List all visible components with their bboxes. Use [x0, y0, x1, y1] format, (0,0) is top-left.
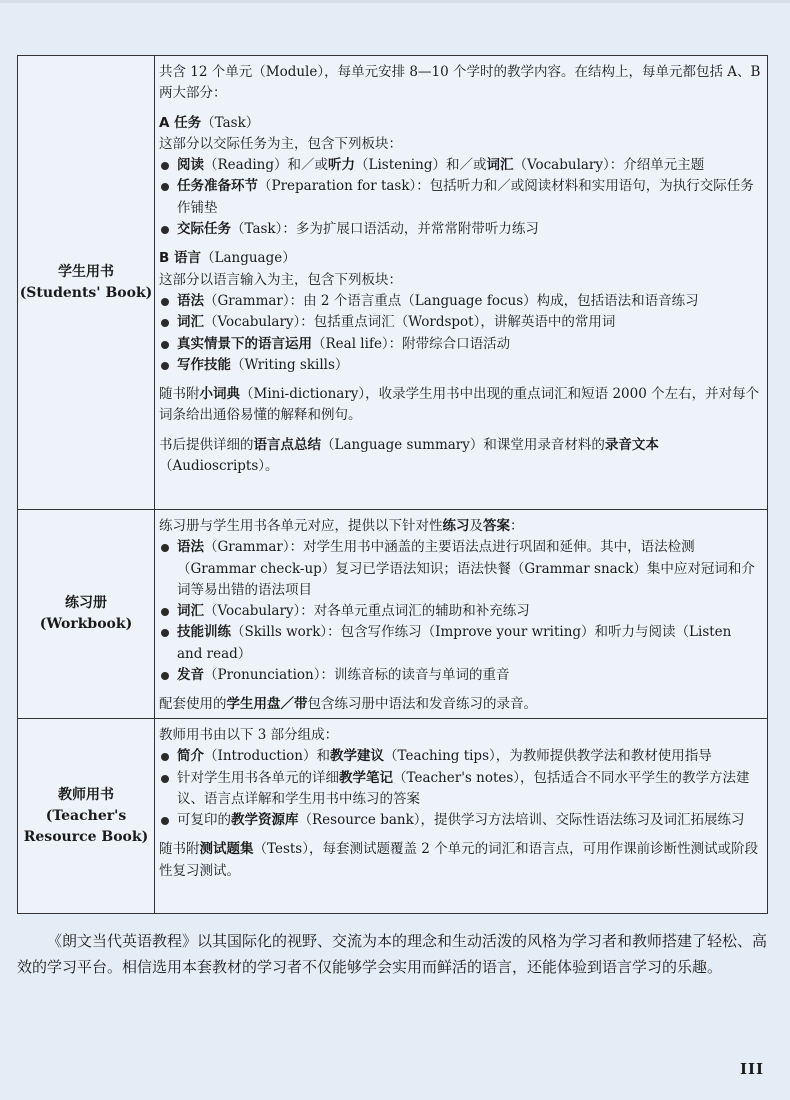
list-item: 发音（Pronunciation）：训练音标的读音与单词的重音 [159, 665, 761, 686]
dictionary-note: 随书附小词典（Mini-dictionary），收录学生用书中出现的重点词汇和短语 2000 个左右，并对每个词条给出通俗易懂的解释和例句。 [159, 386, 760, 424]
closing-paragraph: 《朗文当代英语教程》以其国际化的视野、交流为本的理念和生动活泼的风格为学习者和教师搭建了轻松、高效的学习平台。相信选用本套教材的学习者不仅能够学会实用而鲜活的语言，还能体验到语言学习的乐趣。 [17, 932, 768, 976]
materials-table [17, 55, 768, 914]
workbook-intro: 练习册与学生用书各单元对应，提供以下针对性练习及答案： [159, 518, 524, 534]
teachers-list [159, 746, 761, 831]
list-item: 真实情景下的语言运用（Real life）：附带综合口语活动 [159, 334, 761, 355]
label-students-book [18, 56, 155, 509]
summary-note: 书后提供详细的语言点总结（Language summary）和课堂用录音材料的录音文本（Audioscripts）。 [159, 436, 659, 475]
label-en: (Students' Book) [19, 284, 153, 301]
list-item: 简介（Introduction）和教学建议（Teaching tips），为教师提供教学法和教材使用指导 [159, 746, 761, 767]
label-en: (Teacher's [45, 807, 127, 824]
page-number: III [739, 1060, 764, 1078]
language-intro: 这部分以语言输入为主，包含下列板块： [159, 271, 402, 288]
top-strip [0, 0, 790, 3]
content-workbook [155, 510, 767, 718]
task-list [159, 155, 761, 240]
teachers-intro: 教师用书由以下 3 部分组成： [159, 727, 339, 743]
row-workbook [18, 510, 767, 719]
label-zh: 学生用书 [58, 263, 114, 280]
list-item: 技能训练（Skills work）：包含写作练习（Improve your writing）和听力与阅读（Listen and read） [159, 622, 761, 665]
audio-note: 配套使用的学生用盘／带包含练习册中语法和发音练习的录音。 [159, 696, 537, 713]
content-teachers-book [155, 719, 767, 913]
section-heading-language: B 语言（Language） [159, 250, 296, 267]
label-workbook [18, 510, 155, 718]
list-item: 语法（Grammar）：由 2 个语言重点（Language focus）构成，包括语法和语音练习 [159, 291, 761, 312]
list-item: 针对学生用书各单元的详细教学笔记（Teacher's notes），包括适合不同水平学生的教学方法建议、语言点详解和学生用书中练习的答案 [159, 768, 761, 811]
label-en: (Workbook) [39, 616, 133, 632]
label-teachers-book [18, 719, 155, 913]
language-list [159, 291, 761, 376]
list-item: 任务准备环节（Preparation for task）：包括听力和／或阅读材料和实用语句，为执行交际任务作铺垫 [159, 176, 761, 219]
list-item: 可复印的教学资源库（Resource bank），提供学习方法培训、交际性语法练习及词汇拓展练习 [159, 810, 761, 831]
list-item: 词汇（Vocabulary）：包括重点词汇（Wordspot），讲解英语中的常用词 [159, 312, 761, 333]
row-students-book [18, 56, 767, 510]
label-en: Resource Book) [23, 828, 149, 845]
tests-note: 随书附测试题集（Tests），每套测试题覆盖 2 个单元的词汇和语言点，可用作课前诊断性测试或阶段性复习测试。 [159, 841, 759, 879]
label-zh: 教师用书 [58, 786, 114, 803]
workbook-list [159, 537, 761, 686]
row-teachers-book [18, 719, 767, 913]
list-item: 词汇（Vocabulary）：对各单元重点词汇的辅助和补充练习 [159, 601, 761, 622]
list-item: 阅读（Reading）和／或听力（Listening）和／或词汇（Vocabulary）：介绍单元主题 [159, 155, 761, 176]
label-zh: 练习册 [65, 595, 107, 611]
intro-text: 共含 12 个单元（Module），每单元安排 8—10 个学时的教学内容。在结构上，每单元都包括 A、B 两大部分： [159, 64, 761, 102]
section-heading-task: A 任务（Task） [159, 114, 260, 131]
list-item: 写作技能（Writing skills） [159, 355, 761, 376]
list-item: 交际任务（Task）：多为扩展口语活动，并常常附带听力练习 [159, 219, 761, 240]
content-students-book [155, 56, 767, 509]
list-item: 语法（Grammar）：对学生用书中涵盖的主要语法点进行巩固和延伸。其中，语法检测（Grammar check-up）复习已学语法知识；语法快餐（Grammar snack）集中应对冠词和介词等易出错的语法项目 [159, 537, 761, 601]
task-intro: 这部分以交际任务为主，包含下列板块： [159, 135, 402, 152]
